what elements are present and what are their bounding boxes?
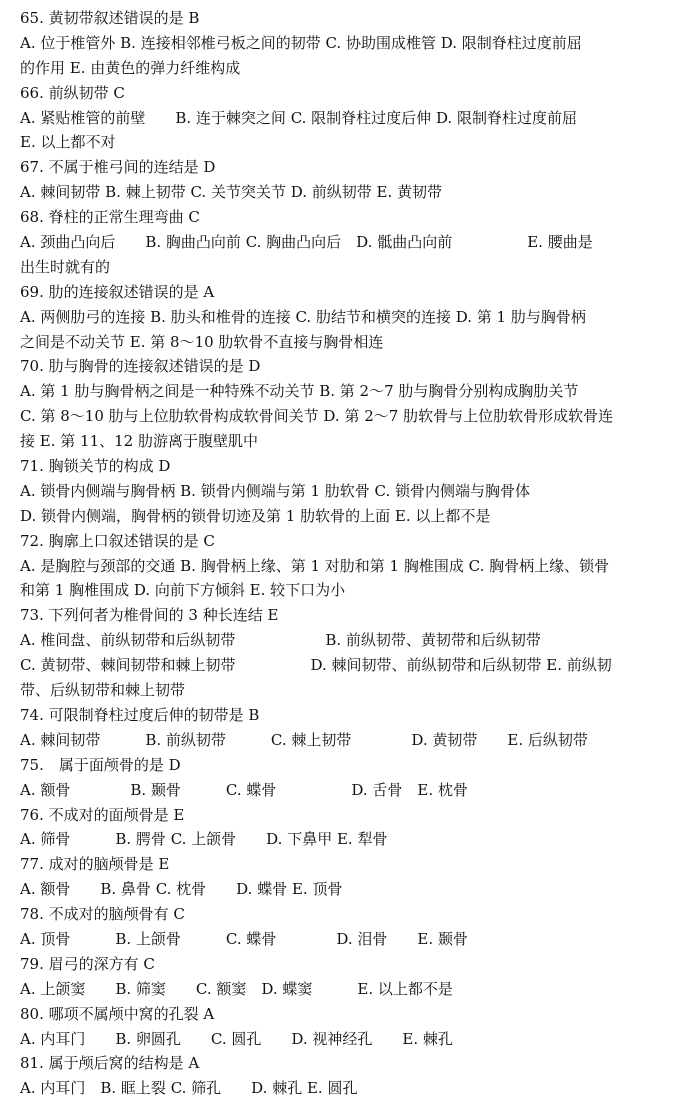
text-line: A. 棘间韧带 B. 前纵韧带 C. 棘上韧带 D. 黄韧带 E. 后纵韧带 — [20, 730, 588, 749]
text-line: C. 黄韧带、棘间韧带和棘上韧带 D. 棘间韧带、前纵韧带和后纵韧带 E. 前纵韧 — [20, 656, 612, 675]
text-line: 71. 胸锁关节的构成 D — [20, 457, 171, 476]
text-line: D. 锁骨内侧端，胸骨柄的锁骨切迹及第 1 肋软骨的上面 E. 以上都不是 — [20, 506, 491, 525]
text-line: 73. 下列何者为椎骨间的 3 种长连结 E — [20, 606, 279, 625]
text-line: A. 棘间韧带 B. 棘上韧带 C. 关节突关节 D. 前纵韧带 E. 黄韧带 — [20, 183, 442, 202]
text-line: A. 是胸腔与颈部的交通 B. 胸骨柄上缘、第 1 对肋和第 1 胸椎围成 C. 胸骨柄上缘、锁骨 — [20, 556, 610, 575]
text-line: A. 两侧肋弓的连接 B. 肋头和椎骨的连接 C. 肋结节和横突的连接 D. 第 1 肋与胸骨柄 — [20, 307, 586, 326]
text-line: 70. 肋与胸骨的连接叙述错误的是 D — [20, 357, 261, 376]
text-line: 出生时就有的 — [20, 257, 111, 276]
text-line: A. 椎间盘、前纵韧带和后纵韧带 B. 前纵韧带、黄韧带和后纵韧带 — [20, 631, 541, 650]
text-line: 和第 1 胸椎围成 D. 向前下方倾斜 E. 较下口为小 — [20, 581, 346, 600]
text-line: 的作用 E. 由黄色的弹力纤维构成 — [20, 58, 241, 77]
text-line: 69. 肋的连接叙述错误的是 A — [20, 282, 215, 301]
text-line: 72. 胸廓上口叙述错误的是 C — [20, 531, 215, 550]
text-line: 接 E. 第 11、12 肋游离于腹壁肌中 — [20, 432, 258, 451]
text-line: 68. 脊柱的正常生理弯曲 C — [20, 208, 200, 227]
text-line: A. 紧贴椎管的前壁 B. 连于棘突之间 C. 限制脊柱过度后伸 D. 限制脊柱过度前屈 — [20, 108, 577, 127]
text-line: A. 筛骨 B. 腭骨 C. 上颌骨 D. 下鼻甲 E. 犁骨 — [20, 830, 388, 849]
text-line: 74. 可限制脊柱过度后伸的韧带是 B — [20, 705, 260, 724]
text-line: A. 第 1 肋与胸骨柄之间是一种特殊不动关节 B. 第 2～7 肋与胸骨分别构成胸肋关节 — [20, 382, 579, 401]
text-line: 79. 眉弓的深方有 C — [20, 954, 155, 973]
text-line: 66. 前纵韧带 C — [20, 83, 125, 102]
text-line: A. 内耳门 B. 眶上裂 C. 筛孔 D. 棘孔 E. 圆孔 — [20, 1079, 358, 1098]
text-line: 之间是不动关节 E. 第 8～10 肋软骨不直接与胸骨相连 — [20, 332, 384, 351]
text-line: 带、后纵韧带和棘上韧带 — [20, 681, 186, 700]
text-line: 80. 哪项不属颅中窝的孔裂 A — [20, 1004, 215, 1023]
text-line: C. 第 8～10 肋与上位肋软骨构成软骨间关节 D. 第 2～7 肋软骨与上位肋软骨形成软骨连 — [20, 407, 614, 426]
text-line: 65. 黄韧带叙述错误的是 B — [20, 9, 200, 27]
text-line: A. 顶骨 B. 上颌骨 C. 蝶骨 D. 泪骨 E. 颞骨 — [20, 929, 468, 948]
text-line: A. 额骨 B. 颞骨 C. 蝶骨 D. 舌骨 E. 枕骨 — [20, 780, 468, 799]
text-line: 75. 属于面颅骨的是 D — [20, 755, 181, 774]
text-line: 67. 不属于椎弓间的连结是 D — [20, 158, 216, 177]
text-line: 77. 成对的脑颅骨是 E — [20, 855, 170, 874]
text-line: A. 上颌窦 B. 筛窦 C. 额窦 D. 蝶窦 E. 以上都不是 — [20, 979, 453, 998]
text-line: 78. 不成对的脑颅骨有 C — [20, 905, 185, 924]
text-line: E. 以上都不对 — [20, 133, 116, 152]
text-line: A. 位于椎管外 B. 连接相邻椎弓板之间的韧带 C. 协助围成椎管 D. 限制脊柱过度前屈 — [20, 33, 582, 52]
text-line: A. 锁骨内侧端与胸骨柄 B. 锁骨内侧端与第 1 肋软骨 C. 锁骨内侧端与胸骨体 — [20, 481, 531, 500]
text-line: A. 内耳门 B. 卵圆孔 C. 圆孔 D. 视神经孔 E. 棘孔 — [20, 1029, 453, 1048]
text-line: 76. 不成对的面颅骨是 E — [20, 805, 185, 824]
text-line: A. 颈曲凸向后 B. 胸曲凸向前 C. 胸曲凸向后 D. 骶曲凸向前 E. 腰曲是 — [20, 233, 593, 252]
text-line: A. 额骨 B. 鼻骨 C. 枕骨 D. 蝶骨 E. 顶骨 — [20, 880, 343, 899]
text-line: 81. 属于颅后窝的结构是 A — [20, 1054, 200, 1073]
